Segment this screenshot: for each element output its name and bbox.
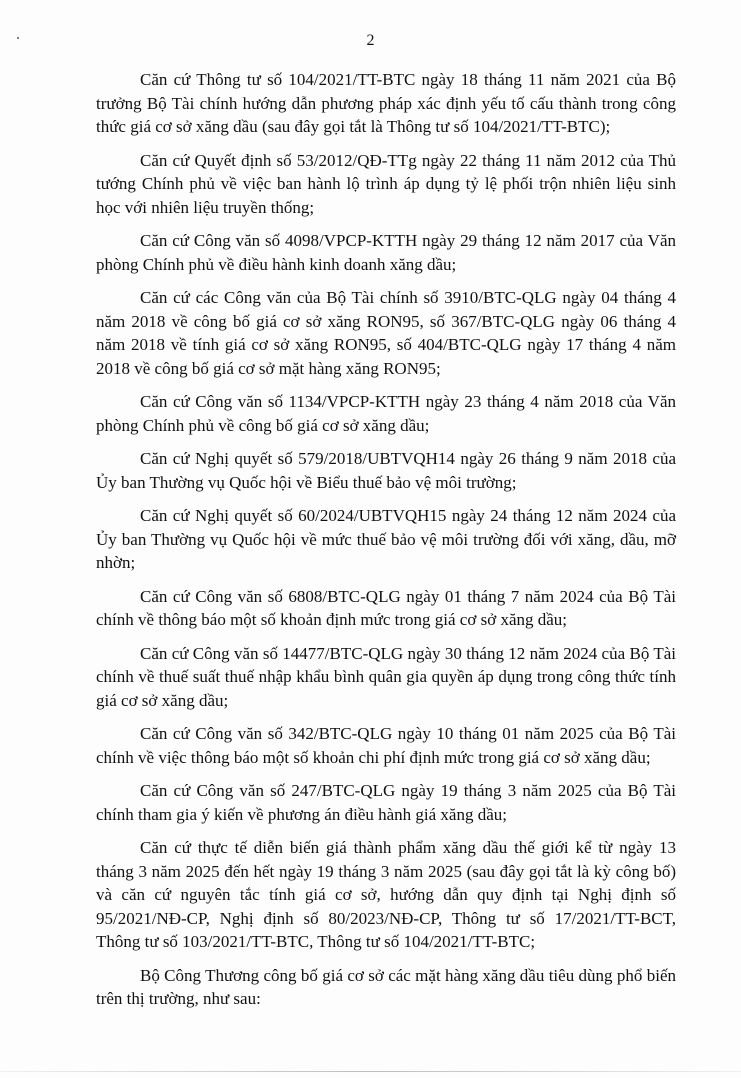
page-number: 2 [366,32,375,49]
paragraph-legal-basis-5: Căn cứ Công văn số 1134/VPCP-KTTH ngày 23 tháng 4 năm 2018 của Văn phòng Chính phủ về công bố giá cơ sở xăng dầu; [96,392,676,435]
scan-bottom-edge [0,1071,741,1072]
document-body [96,68,676,1021]
paragraph-legal-basis-3: Căn cứ Công văn số 4098/VPCP-KTTH ngày 29 tháng 12 năm 2017 của Văn phòng Chính phủ về điều hành kinh doanh xăng dầu; [96,231,676,274]
paragraph-legal-basis-8: Căn cứ Công văn số 6808/BTC-QLG ngày 01 tháng 7 năm 2024 của Bộ Tài chính về thông báo một số khoản định mức trong giá cơ sở xăng dầu; [96,586,676,629]
paragraph-announcement: Bộ Công Thương công bố giá cơ sở các mặt hàng xăng dầu tiêu dùng phổ biến trên thị trường, như sau: [96,965,676,1008]
paragraph-legal-basis-7: Căn cứ Nghị quyết số 60/2024/UBTVQH15 ngày 24 tháng 12 năm 2024 của Ủy ban Thường vụ Quốc hội về mức thuế bảo vệ môi trường đối với xăng, dầu, mỡ nhờn; [96,506,676,572]
paragraph-legal-basis-9: Căn cứ Công văn số 14477/BTC-QLG ngày 30 tháng 12 năm 2024 của Bộ Tài chính về thuế suất thuế nhập khẩu bình quân gia quyền áp dụng trong công thức tính giá cơ sở xăng dầu; [96,643,676,710]
paragraph-legal-basis-4: Căn cứ các Công văn của Bộ Tài chính số 3910/BTC-QLG ngày 04 tháng 4 năm 2018 về công bố giá cơ sở xăng RON95, số 367/BTC-QLG ngày 06 tháng 4 năm 2018 về tính giá cơ sở xăng RON95, số 404/BTC-QLG ngày 17 tháng 4 năm 2018 về công bố giá cơ sở mặt hàng xăng RON95; [96,288,676,378]
paragraph-legal-basis-12: Căn cứ thực tế diễn biến giá thành phẩm xăng dầu thế giới kể từ ngày 13 tháng 3 năm 2025 đến hết ngày 19 tháng 3 năm 2025 (sau đây gọi tắt là kỳ công bố) và căn cứ nguyên tắc tính giá cơ sở, hướng dẫn quy định tại Nghị định số 95/2021/NĐ-CP, Nghị định số 80/2023/NĐ-CP, Thông tư số 17/2021/TT-BCT, Thông tư số 103/2021/TT-BTC, Thông tư số 104/2021/TT-BTC; [96,838,676,951]
paragraph-legal-basis-10: Căn cứ Công văn số 342/BTC-QLG ngày 10 tháng 01 năm 2025 của Bộ Tài chính về việc thông báo một số khoản chi phí định mức trong giá cơ sở xăng dầu; [96,724,676,767]
paragraph-legal-basis-2: Căn cứ Quyết định số 53/2012/QĐ-TTg ngày 22 tháng 11 năm 2012 của Thủ tướng Chính phủ về việc ban hành lộ trình áp dụng tỷ lệ phối trộn nhiên liệu sinh học với nhiên liệu truyền thống; [96,150,676,217]
paragraph-legal-basis-6: Căn cứ Nghị quyết số 579/2018/UBTVQH14 ngày 26 tháng 9 năm 2018 của Ủy ban Thường vụ Quốc hội về Biểu thuế bảo vệ môi trường; [96,449,676,492]
paragraph-legal-basis-11: Căn cứ Công văn số 247/BTC-QLG ngày 19 tháng 3 năm 2025 của Bộ Tài chính tham gia ý kiến về phương án điều hành giá xăng dầu; [96,781,676,824]
paragraph-legal-basis-1: Căn cứ Thông tư số 104/2021/TT-BTC ngày 18 tháng 11 năm 2021 của Bộ trưởng Bộ Tài chính hướng dẫn phương pháp xác định yếu tố cấu thành trong công thức giá cơ sở xăng dầu (sau đây gọi tắt là Thông tư số 104/2021/TT-BTC); [96,70,676,136]
